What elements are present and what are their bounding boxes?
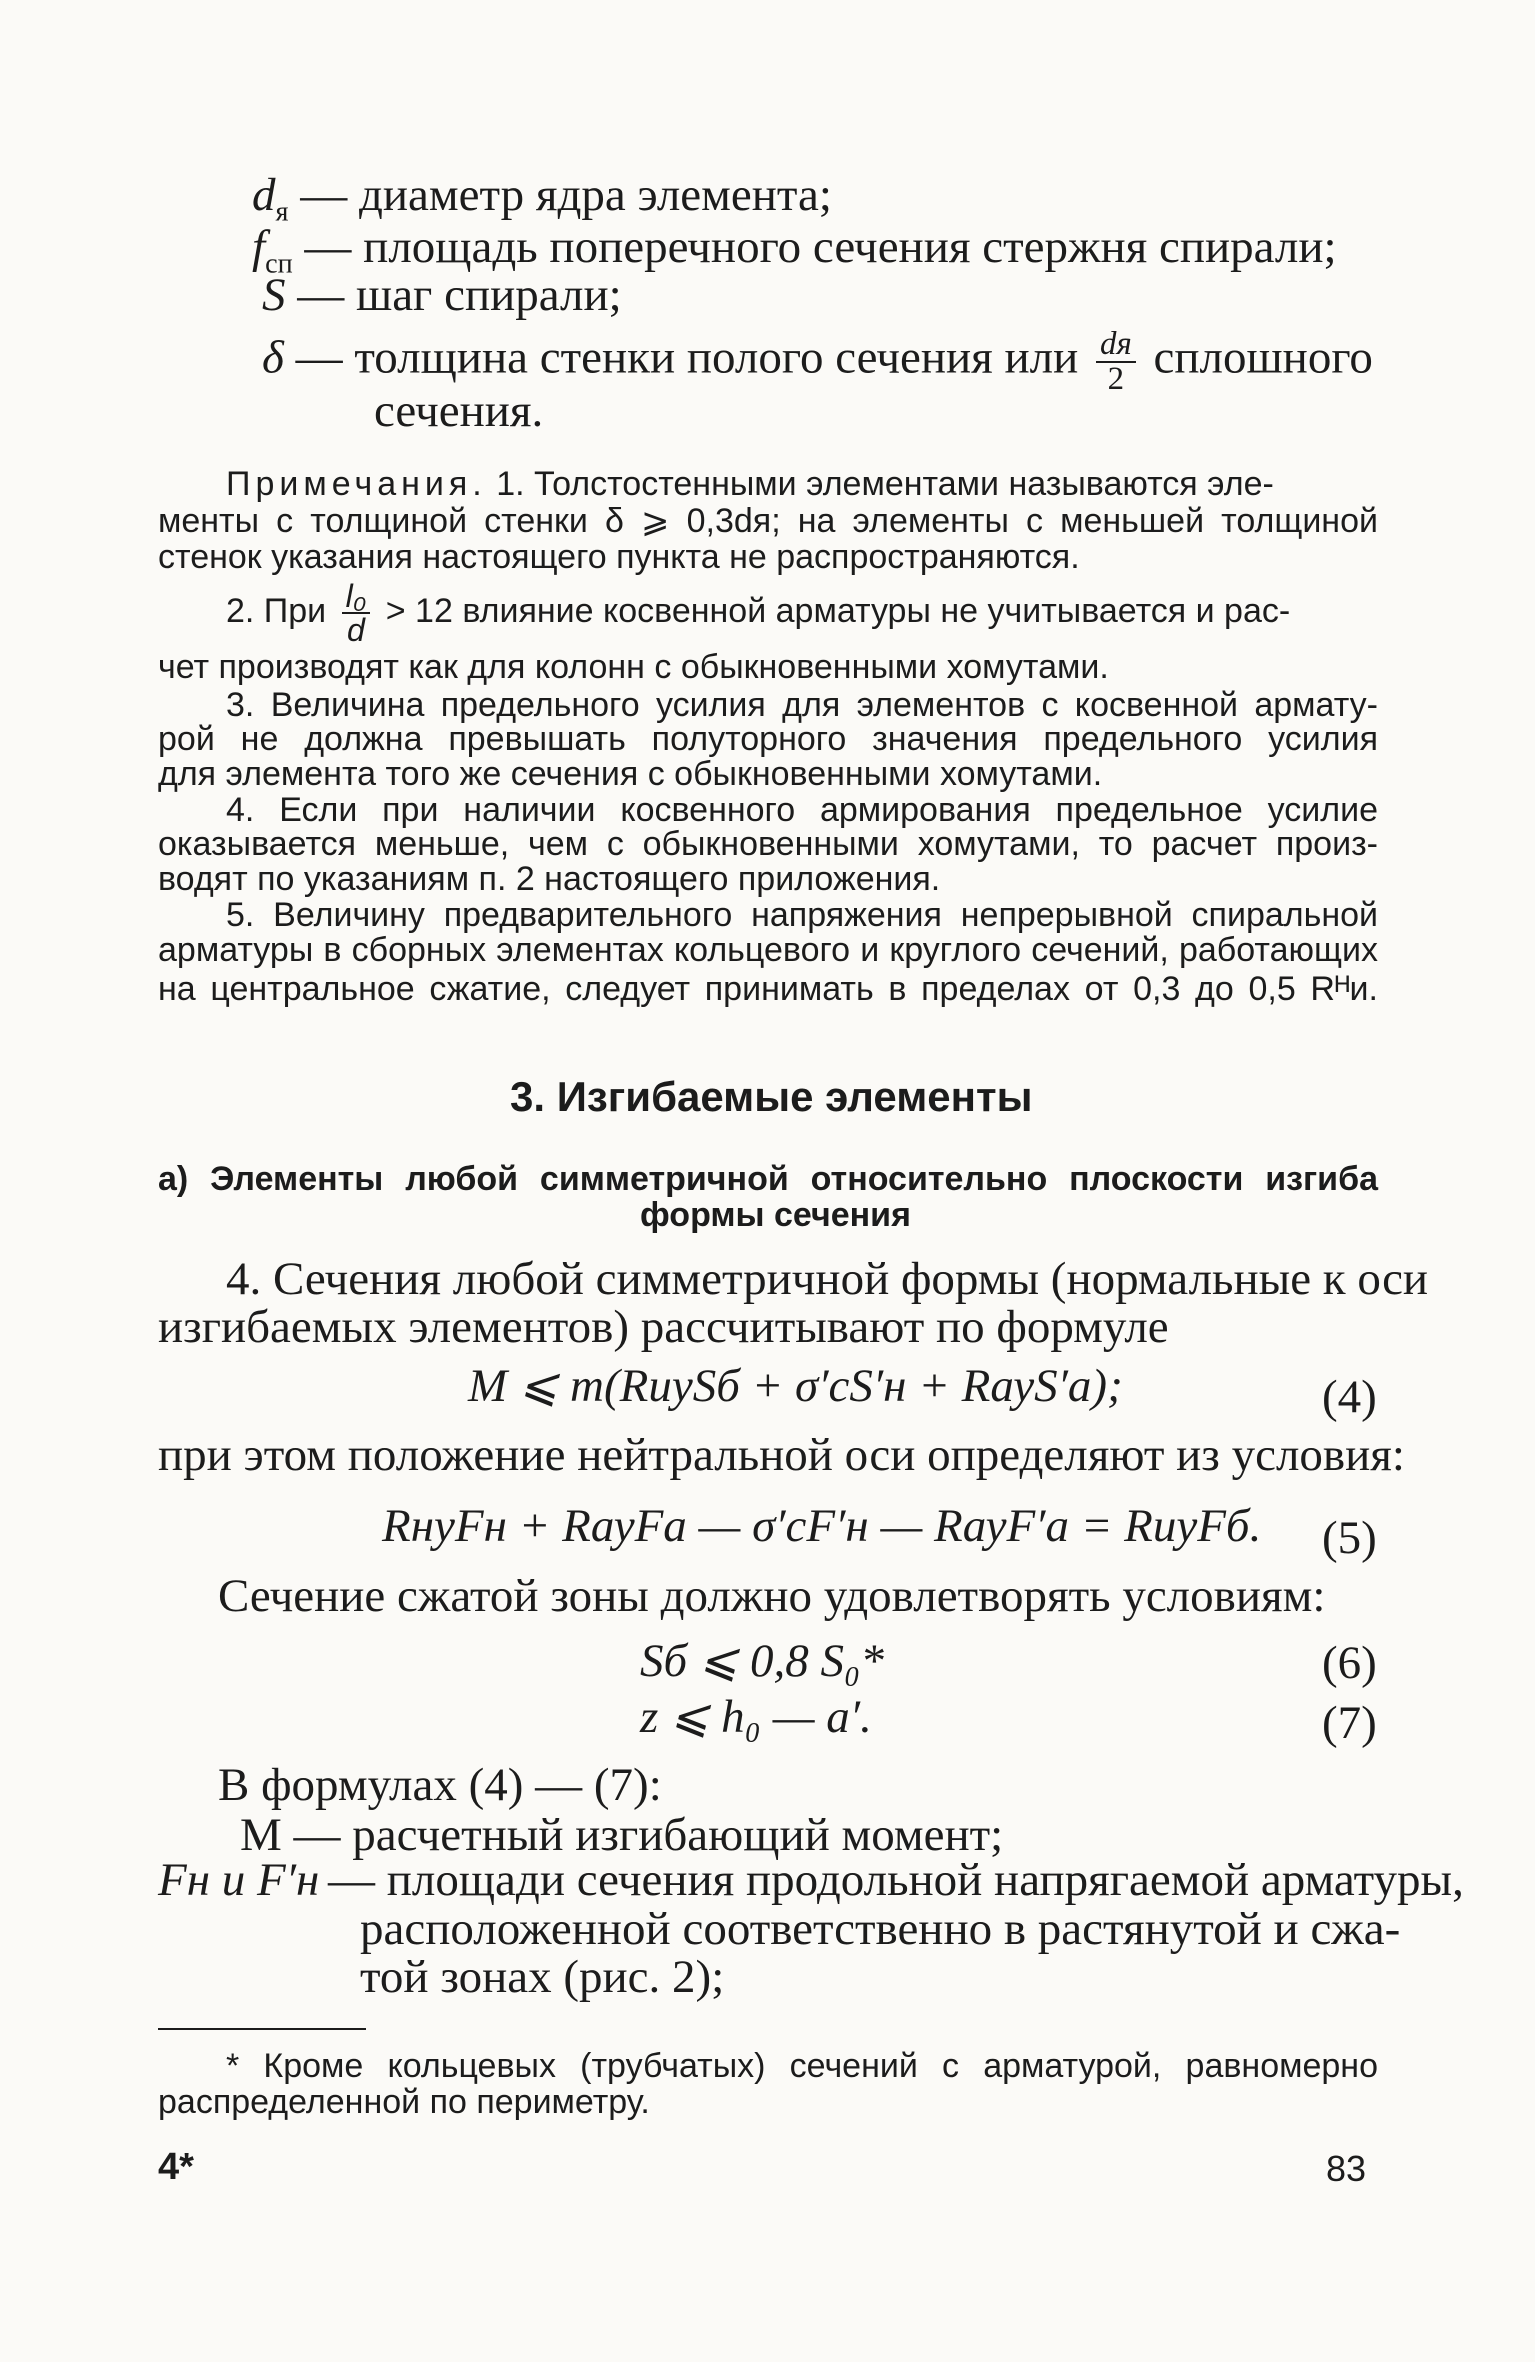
note-1-line-2: менты с толщиной стенки δ ⩾ 0,3dя; на элементы с меньшей толщиной: [158, 502, 1378, 540]
note-text: > 12 влияние косвенной арматуры не учитывается и рас-: [376, 592, 1291, 631]
symbol-sub: я: [275, 196, 289, 228]
footnote-line-2: распределенной по периметру.: [158, 2083, 650, 2121]
symbol-sub: сп: [265, 248, 293, 280]
notes-heading: Примечания.: [226, 465, 487, 503]
symbol: f: [252, 221, 266, 273]
formula-6-number: (6): [1322, 1637, 1377, 1689]
definition-f-line-2: расположенной соответственно в растянутой и сжа-: [360, 1903, 1401, 1955]
formula-7: z ⩽ h₀ — a′.: [640, 1691, 872, 1743]
definition-f-line-3: той зонах (рис. 2);: [360, 1951, 725, 2003]
note-text: 2. При: [226, 592, 336, 631]
formula-5: RнуFн + RауFа — σ′сF′н — RауF′а = RиуFб.: [382, 1500, 1262, 1552]
definition-text: — шаг спирали;: [285, 269, 622, 321]
formula-4: M ⩽ m(RиуSб + σ′сS′н + RауS′а);: [468, 1360, 1123, 1412]
note-4-line-3: водят по указаниям п. 2 настоящего приложения.: [158, 860, 941, 898]
note-5-line-2: арматуры в сборных элементах кольцевого и круглого сечений, работающих: [158, 931, 1378, 969]
note-5-line-1: 5. Величину предварительного напряжения непрерывной спиральной: [226, 896, 1378, 934]
section-title: 3. Изгибаемые элементы: [510, 1073, 1033, 1120]
note-3-line-2: рой не должна превышать полуторного значения предельного усилия: [158, 720, 1378, 758]
fraction-l0-over-d: [342, 578, 371, 649]
footnote-divider: [158, 2028, 366, 2030]
definition-text: сечения.: [374, 385, 544, 437]
section-subtitle-line-1: а) Элементы любой симметричной относительно плоскости изгиба: [158, 1160, 1378, 1198]
definition-m-moment: M — расчетный изгибающий момент;: [240, 1809, 1004, 1861]
fraction-numerator: l₀: [342, 580, 371, 614]
formula-4-number: (4): [1322, 1371, 1377, 1423]
note-text: 1. Толстостенными элементами называются эле-: [486, 465, 1274, 503]
note-1-line-3: стенок указания настоящего пункта не распространяются.: [158, 538, 1080, 576]
note-4-line-1: 4. Если при наличии косвенного армирования предельное усилие: [226, 791, 1378, 829]
fraction: [1096, 328, 1136, 396]
paragraph-in-formulas: В формулах (4) — (7):: [218, 1759, 662, 1811]
paragraph-compressed-zone: Сечение сжатой зоны должно удовлетворять условиям:: [218, 1570, 1326, 1622]
definition-text: — толщина стенки полого сечения или: [283, 331, 1091, 384]
formula-5-number: (5): [1322, 1512, 1377, 1564]
symbol: d: [252, 169, 276, 221]
note-2-line-2: чет производят как для колонн с обыкновенными хомутами.: [158, 648, 1109, 686]
footnote-line-1: * Кроме кольцевых (трубчатых) сечений с арматурой, равномерно: [226, 2047, 1378, 2085]
note-4-line-2: оказывается меньше, чем с обыкновенными хомутами, то расчет произ-: [158, 825, 1378, 863]
section-subtitle-line-2: формы сечения: [640, 1196, 911, 1234]
definition-d-core: [252, 169, 832, 228]
paragraph-4-line-1: 4. Сечения любой симметричной формы (нормальные к оси: [226, 1253, 1429, 1305]
fraction-denominator: d: [347, 612, 365, 649]
symbol: δ: [262, 331, 284, 384]
definition-text: — площадь поперечного сечения стержня спирали;: [292, 221, 1337, 273]
definition-f-symbols: Fн и F′н: [158, 1854, 320, 1906]
note-1-line-1: [226, 467, 1378, 501]
note-5-line-3: на центральное сжатие, следует принимать в пределах от 0,3 до 0,5 Rᴴи.: [158, 970, 1378, 1008]
page-number: 83: [1326, 2148, 1367, 2189]
note-3-line-1: 3. Величина предельного усилия для элементов с косвенной армату-: [226, 686, 1378, 724]
paragraph-4-line-2: изгибаемых элементов) рассчитывают по формуле: [158, 1301, 1169, 1353]
note-3-line-3: для элемента того же сечения с обыкновенными хомутами.: [158, 755, 1103, 793]
definition-text-end: сплошного: [1141, 331, 1373, 384]
formula-6: Sб ⩽ 0,8 S₀*: [640, 1635, 884, 1687]
definition-f-line-1: — площади сечения продольной напрягаемой арматуры,: [328, 1854, 1464, 1906]
formula-7-number: (7): [1322, 1697, 1377, 1749]
paragraph-neutral-axis: при этом положение нейтральной оси определяют из условия:: [158, 1429, 1405, 1481]
definition-text: — диаметр ядра элемента;: [288, 169, 832, 221]
note-2-line-1: [226, 578, 1378, 649]
fraction-denominator: 2: [1107, 360, 1125, 397]
definition-s-step: [262, 269, 622, 321]
signature-mark: 4*: [158, 2146, 194, 2188]
symbol: S: [262, 269, 286, 321]
fraction-numerator: dя: [1096, 328, 1136, 363]
definition-continuation: [374, 385, 544, 437]
